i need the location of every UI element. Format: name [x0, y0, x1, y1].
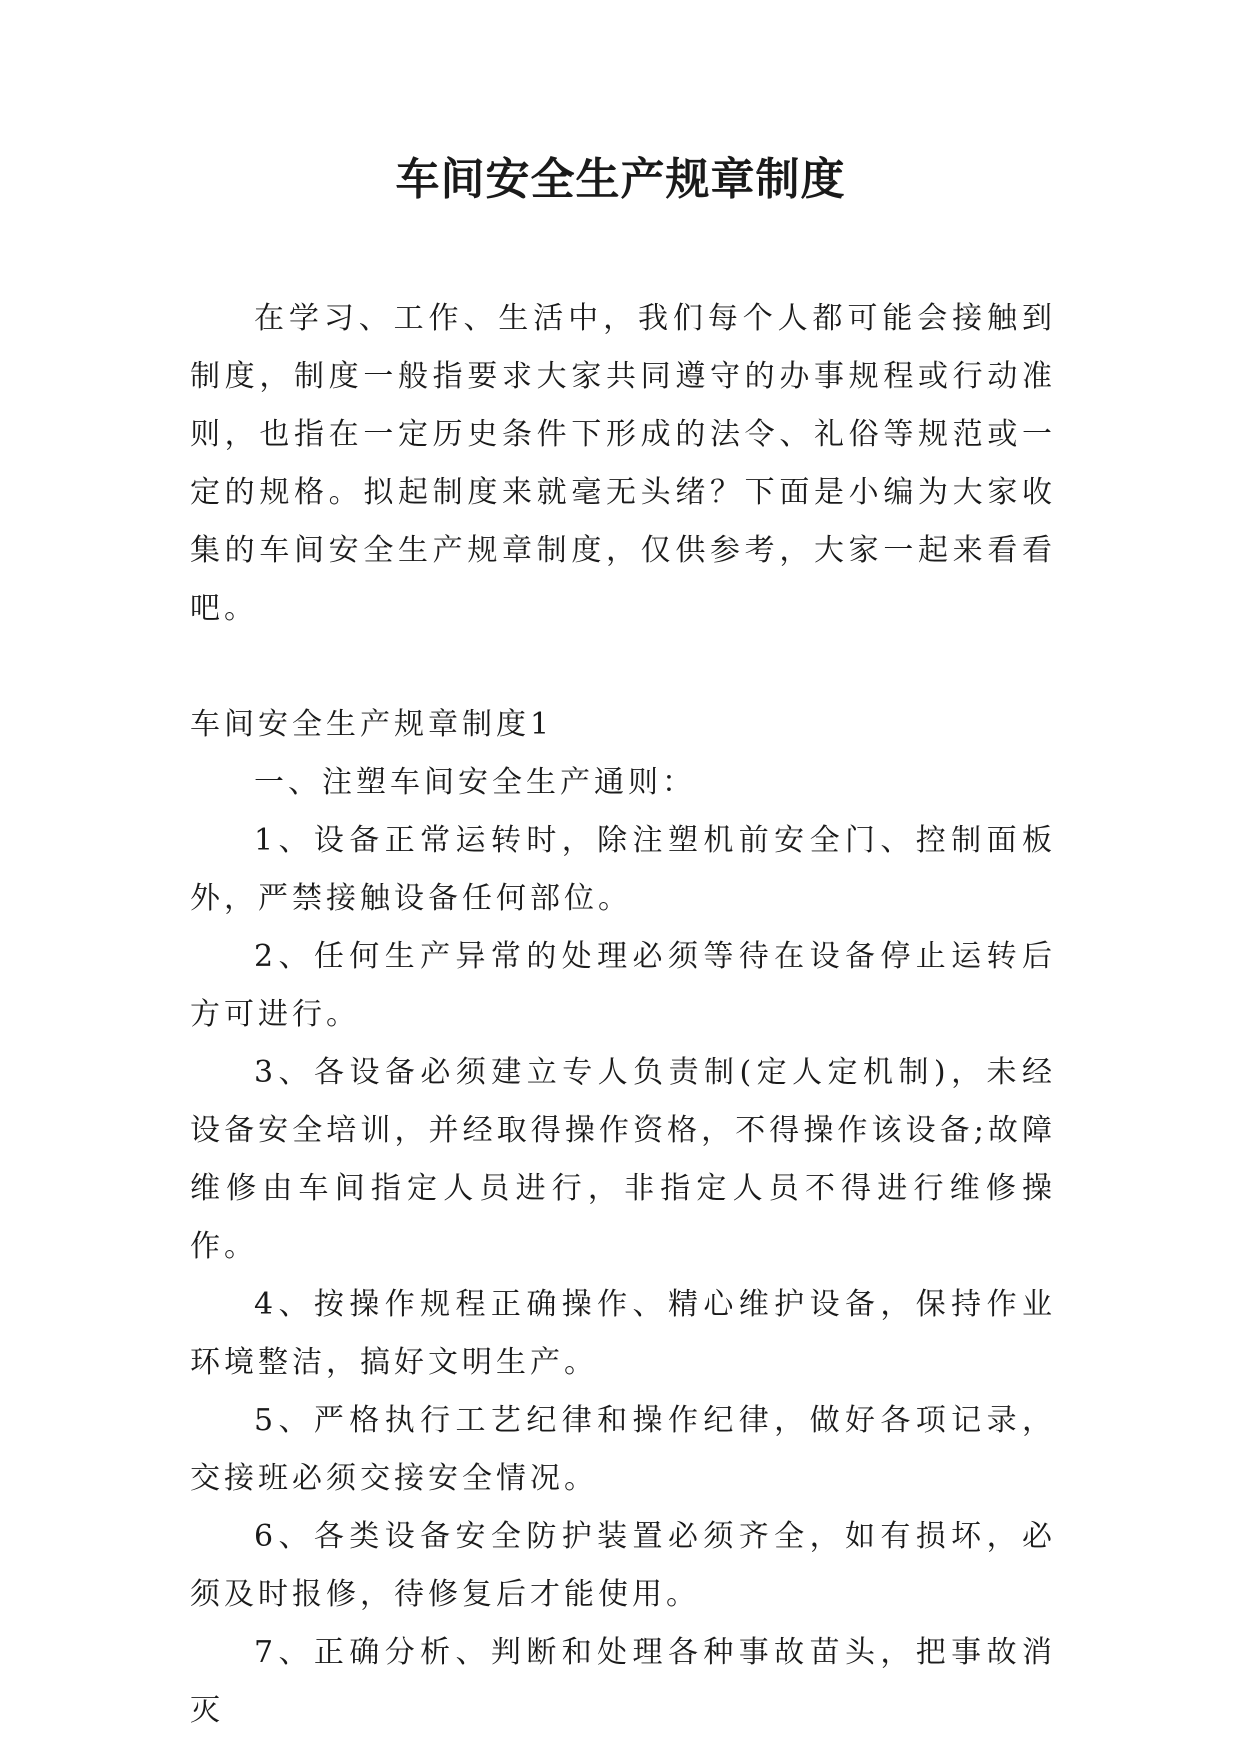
rule-item-1: 1、设备正常运转时，除注塑机前安全门、控制面板外，严禁接触设备任何部位。 [190, 823, 1056, 916]
rule-item-6: 6、各类设备安全防护装置必须齐全，如有损坏，必须及时报修，待修复后才能使用。 [190, 1519, 1056, 1612]
section-heading: 车间安全生产规章制度1 [190, 707, 554, 742]
document-body [190, 290, 1056, 1740]
rule-item-7: 7、正确分析、判断和处理各种事故苗头，把事故消灭 [190, 1635, 1056, 1728]
rule-heading: 一、注塑车间安全生产通则： [254, 765, 696, 800]
rule-item-4: 4、按操作规程正确操作、精心维护设备，保持作业环境整洁，搞好文明生产。 [190, 1287, 1056, 1380]
intro-paragraph: 在学习、工作、生活中，我们每个人都可能会接触到制度，制度一般指要求大家共同遵守的办事规程或行动准则，也指在一定历史条件下形成的法令、礼俗等规范或一定的规格。拟起制度来就毫无头绪？下面是小编为大家收集的车间安全生产规章制度，仅供参考，大家一起来看看吧。 [190, 301, 1056, 626]
rule-item-3: 3、各设备必须建立专人负责制(定人定机制)，未经设备安全培训，并经取得操作资格，不得操作该设备;故障维修由车间指定人员进行，非指定人员不得进行维修操作。 [190, 1055, 1056, 1264]
rule-item-2: 2、任何生产异常的处理必须等待在设备停止运转后方可进行。 [190, 939, 1056, 1032]
document-title: 车间安全生产规章制度 [395, 154, 846, 205]
rule-item-5: 5、严格执行工艺纪律和操作纪律，做好各项记录，交接班必须交接安全情况。 [190, 1403, 1056, 1496]
